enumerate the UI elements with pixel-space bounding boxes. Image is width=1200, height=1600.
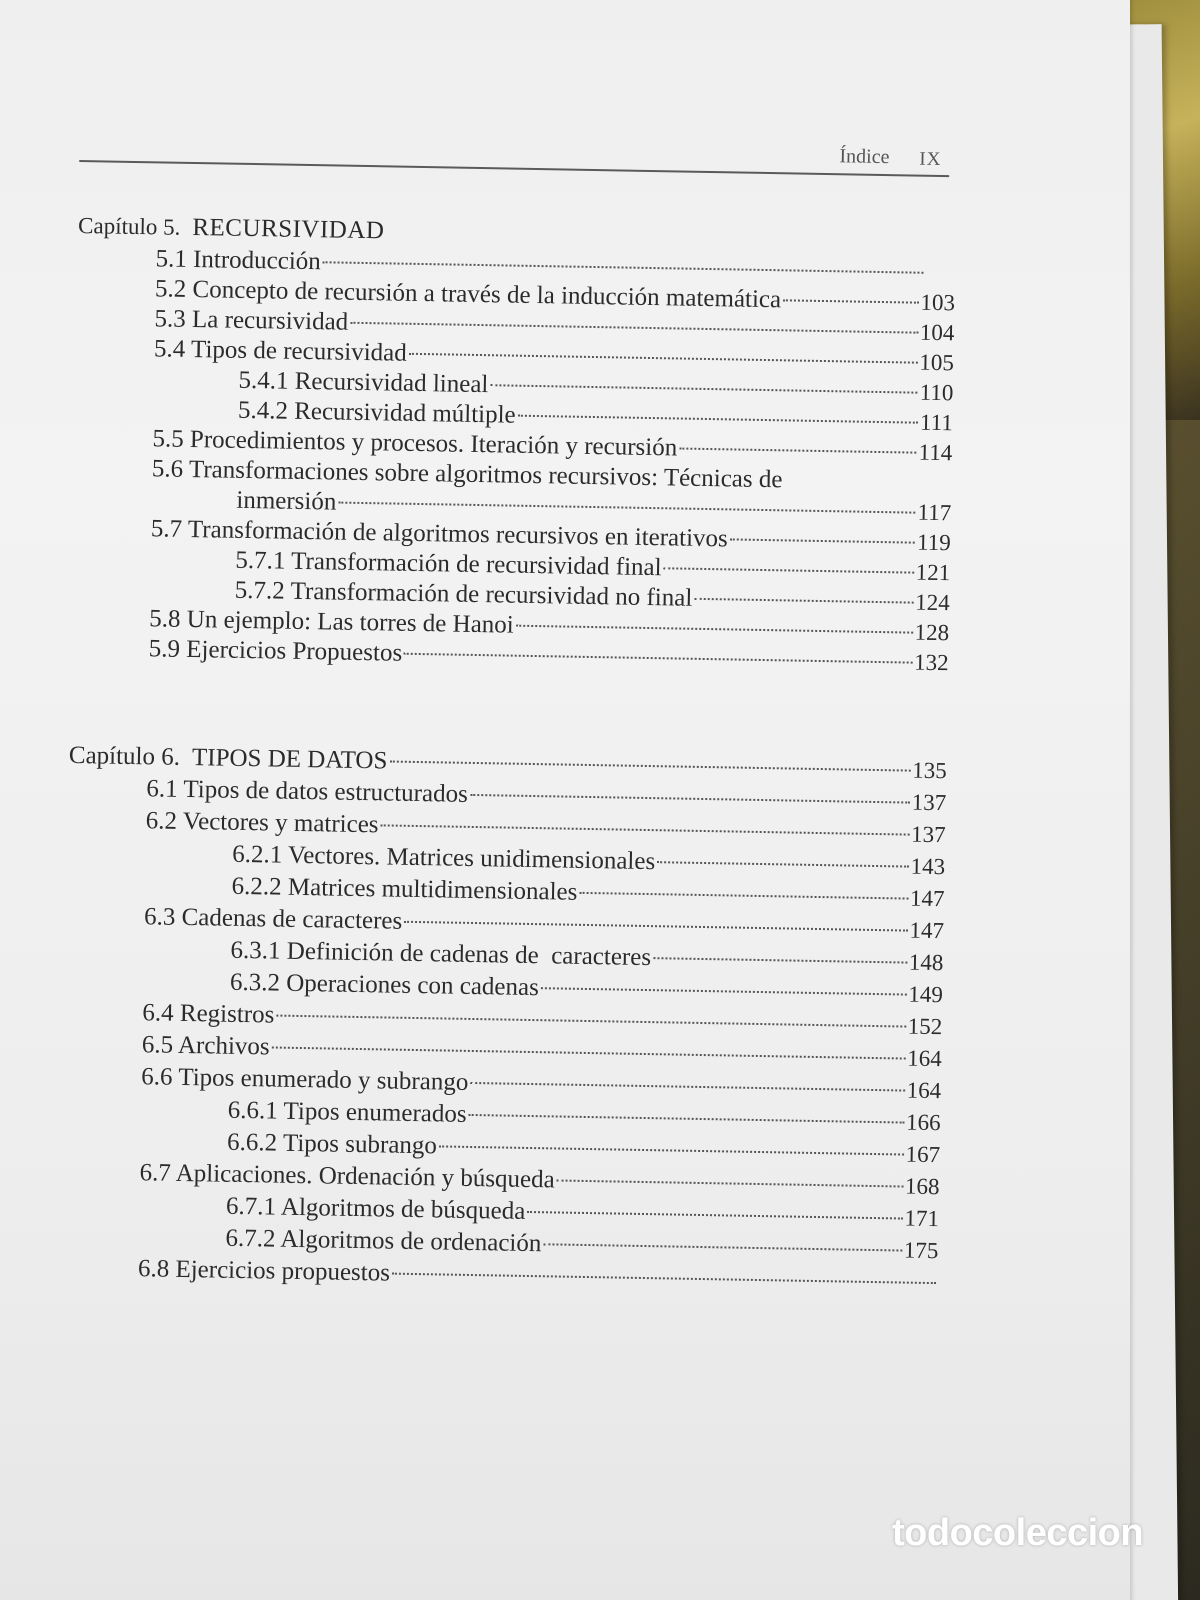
toc-entry-page: 166: [905, 1109, 941, 1136]
leader-dots: [490, 384, 917, 393]
header-title: Índice: [839, 145, 890, 169]
toc-entry-page: 149: [908, 981, 944, 1008]
toc-entry-page: 121: [915, 559, 951, 586]
leader-dots: [470, 1082, 904, 1092]
toc-entry-label: 6.7.2 Algoritmos de ordenación: [225, 1224, 542, 1258]
toc-entry-label: 6.8 Ejercicios propuestos: [137, 1255, 391, 1287]
leader-dots: [276, 1015, 905, 1028]
toc-entry-page: 167: [905, 1141, 941, 1168]
toc-entry-5-6: 5.6 Transformaciones sobre algoritmos recursivos: Técnicas de: [151, 455, 783, 494]
toc-entry-label: 6.2 Vectores y matrices: [145, 807, 379, 839]
toc-entry-label: 5.1 Introducción: [155, 245, 322, 276]
chapter-6-page: 135: [912, 757, 947, 784]
leader-dots: [404, 921, 907, 932]
leader-dots: [527, 1211, 902, 1220]
toc-entry-label: 6.6 Tipos enumerado y subrango: [141, 1063, 469, 1096]
leader-dots: [469, 1114, 905, 1124]
toc-entry-label: 5.4 Tipos de recursividad: [153, 335, 407, 367]
toc-entry-page: 137: [910, 821, 946, 848]
toc-entry-label: 6.3 Cadenas de caracteres: [143, 903, 403, 935]
toc-entry-label: 6.4 Registros: [142, 999, 275, 1029]
toc-entry-page: 137: [911, 789, 947, 816]
toc-entry-page: 110: [919, 379, 954, 406]
leader-dots: [392, 1273, 936, 1284]
leader-dots: [694, 598, 913, 604]
toc-entry-page: 147: [909, 917, 945, 944]
toc-entry-label: 6.3.2 Operaciones con cadenas: [229, 968, 540, 1002]
toc-entry-page: 132: [913, 649, 949, 676]
toc-entry-label: 5.5 Procedimientos y procesos. Iteración y recursión: [152, 425, 678, 462]
toc-entry-page: 111: [919, 409, 954, 436]
toc-entry-page: 152: [907, 1013, 943, 1040]
toc-entry-page: 168: [904, 1173, 940, 1200]
toc-entry-page: 117: [917, 499, 952, 526]
toc-content: [58, 120, 980, 1396]
toc-entry-page: 119: [916, 529, 951, 556]
leader-dots: [350, 322, 918, 334]
leader-dots: [516, 625, 913, 634]
toc-entry-page: 103: [920, 289, 956, 316]
toc-entry-label: 6.2.1 Vectores. Matrices unidimensionales: [231, 840, 656, 876]
toc-entry-label: 5.4.2 Recursividad múltiple: [237, 396, 516, 429]
leader-dots: [470, 794, 910, 804]
toc-entry-page: 164: [906, 1077, 942, 1104]
leader-dots: [664, 567, 914, 573]
leader-dots: [653, 957, 907, 963]
watermark-logo: todocoleccion: [892, 1512, 1144, 1554]
chapter-6-title: [69, 742, 388, 776]
toc-entry-label: 6.5 Archivos: [141, 1031, 270, 1061]
header-page-number: IX: [919, 148, 942, 171]
chapter-5-heading: [78, 212, 385, 245]
toc-entry-page: 124: [914, 589, 950, 616]
toc-entry-label: 6.7 Aplicaciones. Ordenación y búsqueda: [139, 1159, 555, 1194]
leader-dots: [381, 824, 910, 835]
leader-dots: [579, 892, 908, 900]
toc-entry-page: 164: [907, 1045, 942, 1072]
leader-dots: [518, 415, 918, 424]
toc-entry-page: 104: [919, 319, 955, 346]
leader-dots: [272, 1046, 906, 1059]
chapter-6-name: TIPOS DE DATOS: [191, 744, 388, 775]
toc-entry-page: 148: [908, 949, 944, 976]
toc-entry-page: 171: [904, 1205, 940, 1232]
toc-entry-label: 5.9 Ejercicios Propuestos: [148, 635, 403, 667]
chapter-5-name: RECURSIVIDAD: [192, 213, 385, 245]
leader-dots: [323, 261, 924, 273]
toc-entry-label: 6.6.1 Tipos enumerados: [227, 1096, 467, 1128]
toc-entry-page: 143: [910, 853, 946, 880]
leader-dots: [404, 653, 912, 664]
leader-dots: [657, 861, 908, 867]
leader-dots: [389, 760, 910, 771]
toc-entry-page: 128: [914, 619, 950, 646]
chapter-5-number: Capítulo 5.: [77, 212, 181, 240]
toc-entry-label: 6.2.2 Matrices multidimensionales: [231, 872, 578, 906]
toc-entry-label: 6.6.2 Tipos subrango: [226, 1128, 438, 1160]
toc-entry-label: 5.7 Transformación de algoritmos recursivos en iterativos: [150, 515, 729, 553]
leader-dots: [541, 987, 907, 995]
chapter-6-number: Capítulo 6.: [68, 741, 181, 771]
toc-entry-label: 5.3 La recursividad: [154, 305, 349, 336]
toc-entry-label: 5.8 Un ejemplo: Las torres de Hanoi: [149, 605, 514, 639]
toc-entry-page: 114: [918, 439, 953, 466]
leader-dots: [557, 1179, 903, 1187]
toc-entry-label: 6.1 Tipos de datos estructurados: [146, 775, 469, 808]
toc-entry-label: 6.3.1 Definición de cadenas de caracteres: [230, 936, 652, 972]
leader-dots: [783, 299, 918, 303]
toc-entry-label: 6.7.1 Algoritmos de búsqueda: [225, 1192, 526, 1225]
leader-dots: [679, 448, 916, 454]
toc-entry-label: 5.2 Concepto de recursión a través de la inducción matemática: [154, 275, 782, 314]
leader-dots: [730, 538, 915, 543]
leader-dots: [543, 1243, 902, 1251]
toc-entry-label: inmersión: [236, 486, 337, 516]
leader-dots: [439, 1145, 904, 1155]
toc-entry-page: 175: [903, 1237, 939, 1264]
toc-entry-label: 5.7.1 Transformación de recursividad final: [235, 546, 662, 582]
leader-dots: [338, 502, 915, 514]
toc-entry-label: 5.4.1 Recursividad lineal: [238, 366, 489, 399]
leader-dots: [409, 353, 918, 364]
toc-entry-page: 147: [909, 885, 945, 912]
toc-entry-label: 5.7.2 Transformación de recursividad no final: [234, 576, 693, 612]
running-header: [79, 120, 950, 177]
toc-entry-page: 105: [919, 349, 955, 376]
